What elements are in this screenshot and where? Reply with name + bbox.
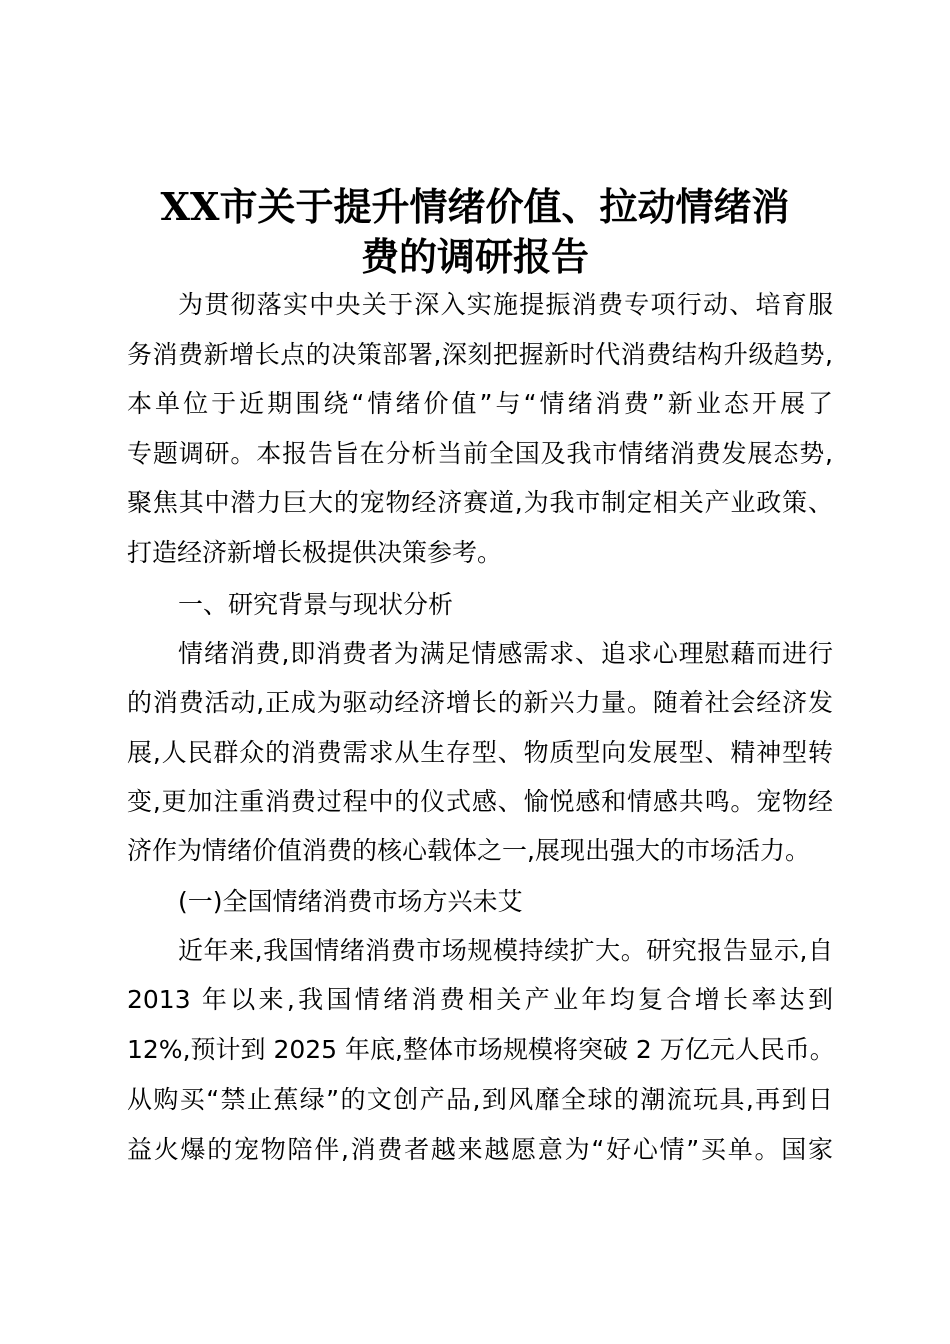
document-title-line-2: 费的调研报告 — [360, 234, 589, 279]
text-line: 本单位于近期围绕“情绪价值”与“情绪消费”新业态开展了 — [127, 389, 833, 418]
document-title-line-1: XX市关于提升情绪价值、拉动情绪消 — [160, 184, 790, 229]
text-line: 展,人民群众的消费需求从生存型、物质型向发展型、精神型转 — [127, 738, 833, 767]
text-line: 务消费新增长点的决策部署,深刻把握新时代消费结构升级趋势, — [127, 340, 833, 369]
text-line: 济作为情绪价值消费的核心载体之一,展现出强大的市场活力。 — [127, 836, 810, 865]
text-line: 近年来,我国情绪消费市场规模持续扩大。研究报告显示,自 — [178, 936, 833, 965]
text-line: 12%,预计到 2025 年底,整体市场规模将突破 2 万亿元人民币。 — [127, 1035, 835, 1064]
text-line: 的消费活动,正成为驱动经济增长的新兴力量。随着社会经济发 — [127, 688, 833, 717]
text-line: 2013 年以来,我国情绪消费相关产业年均复合增长率达到 — [127, 985, 833, 1014]
text-line: 聚焦其中潜力巨大的宠物经济赛道,为我市制定相关产业政策、 — [127, 488, 833, 517]
text-line: 情绪消费,即消费者为满足情感需求、追求心理慰藉而进行 — [178, 639, 833, 668]
text-line: 专题调研。本报告旨在分析当前全国及我市情绪消费发展态势, — [127, 439, 833, 468]
text-line: 益火爆的宠物陪伴,消费者越来越愿意为“好心情”买单。国家 — [127, 1135, 833, 1164]
subsection-heading: (一)全国情绪消费市场方兴未艾 — [178, 887, 523, 916]
text-line: 变,更加注重消费过程中的仪式感、愉悦感和情感共鸣。宠物经 — [127, 787, 833, 816]
text-line: 为贯彻落实中央关于深入实施提振消费专项行动、培育服 — [178, 290, 833, 319]
section-heading: 一、研究背景与现状分析 — [178, 590, 454, 619]
text-line: 从购买“禁止蕉绿”的文创产品,到风靡全球的潮流玩具,再到日 — [127, 1085, 833, 1114]
text-line: 打造经济新增长极提供决策参考。 — [127, 538, 503, 567]
